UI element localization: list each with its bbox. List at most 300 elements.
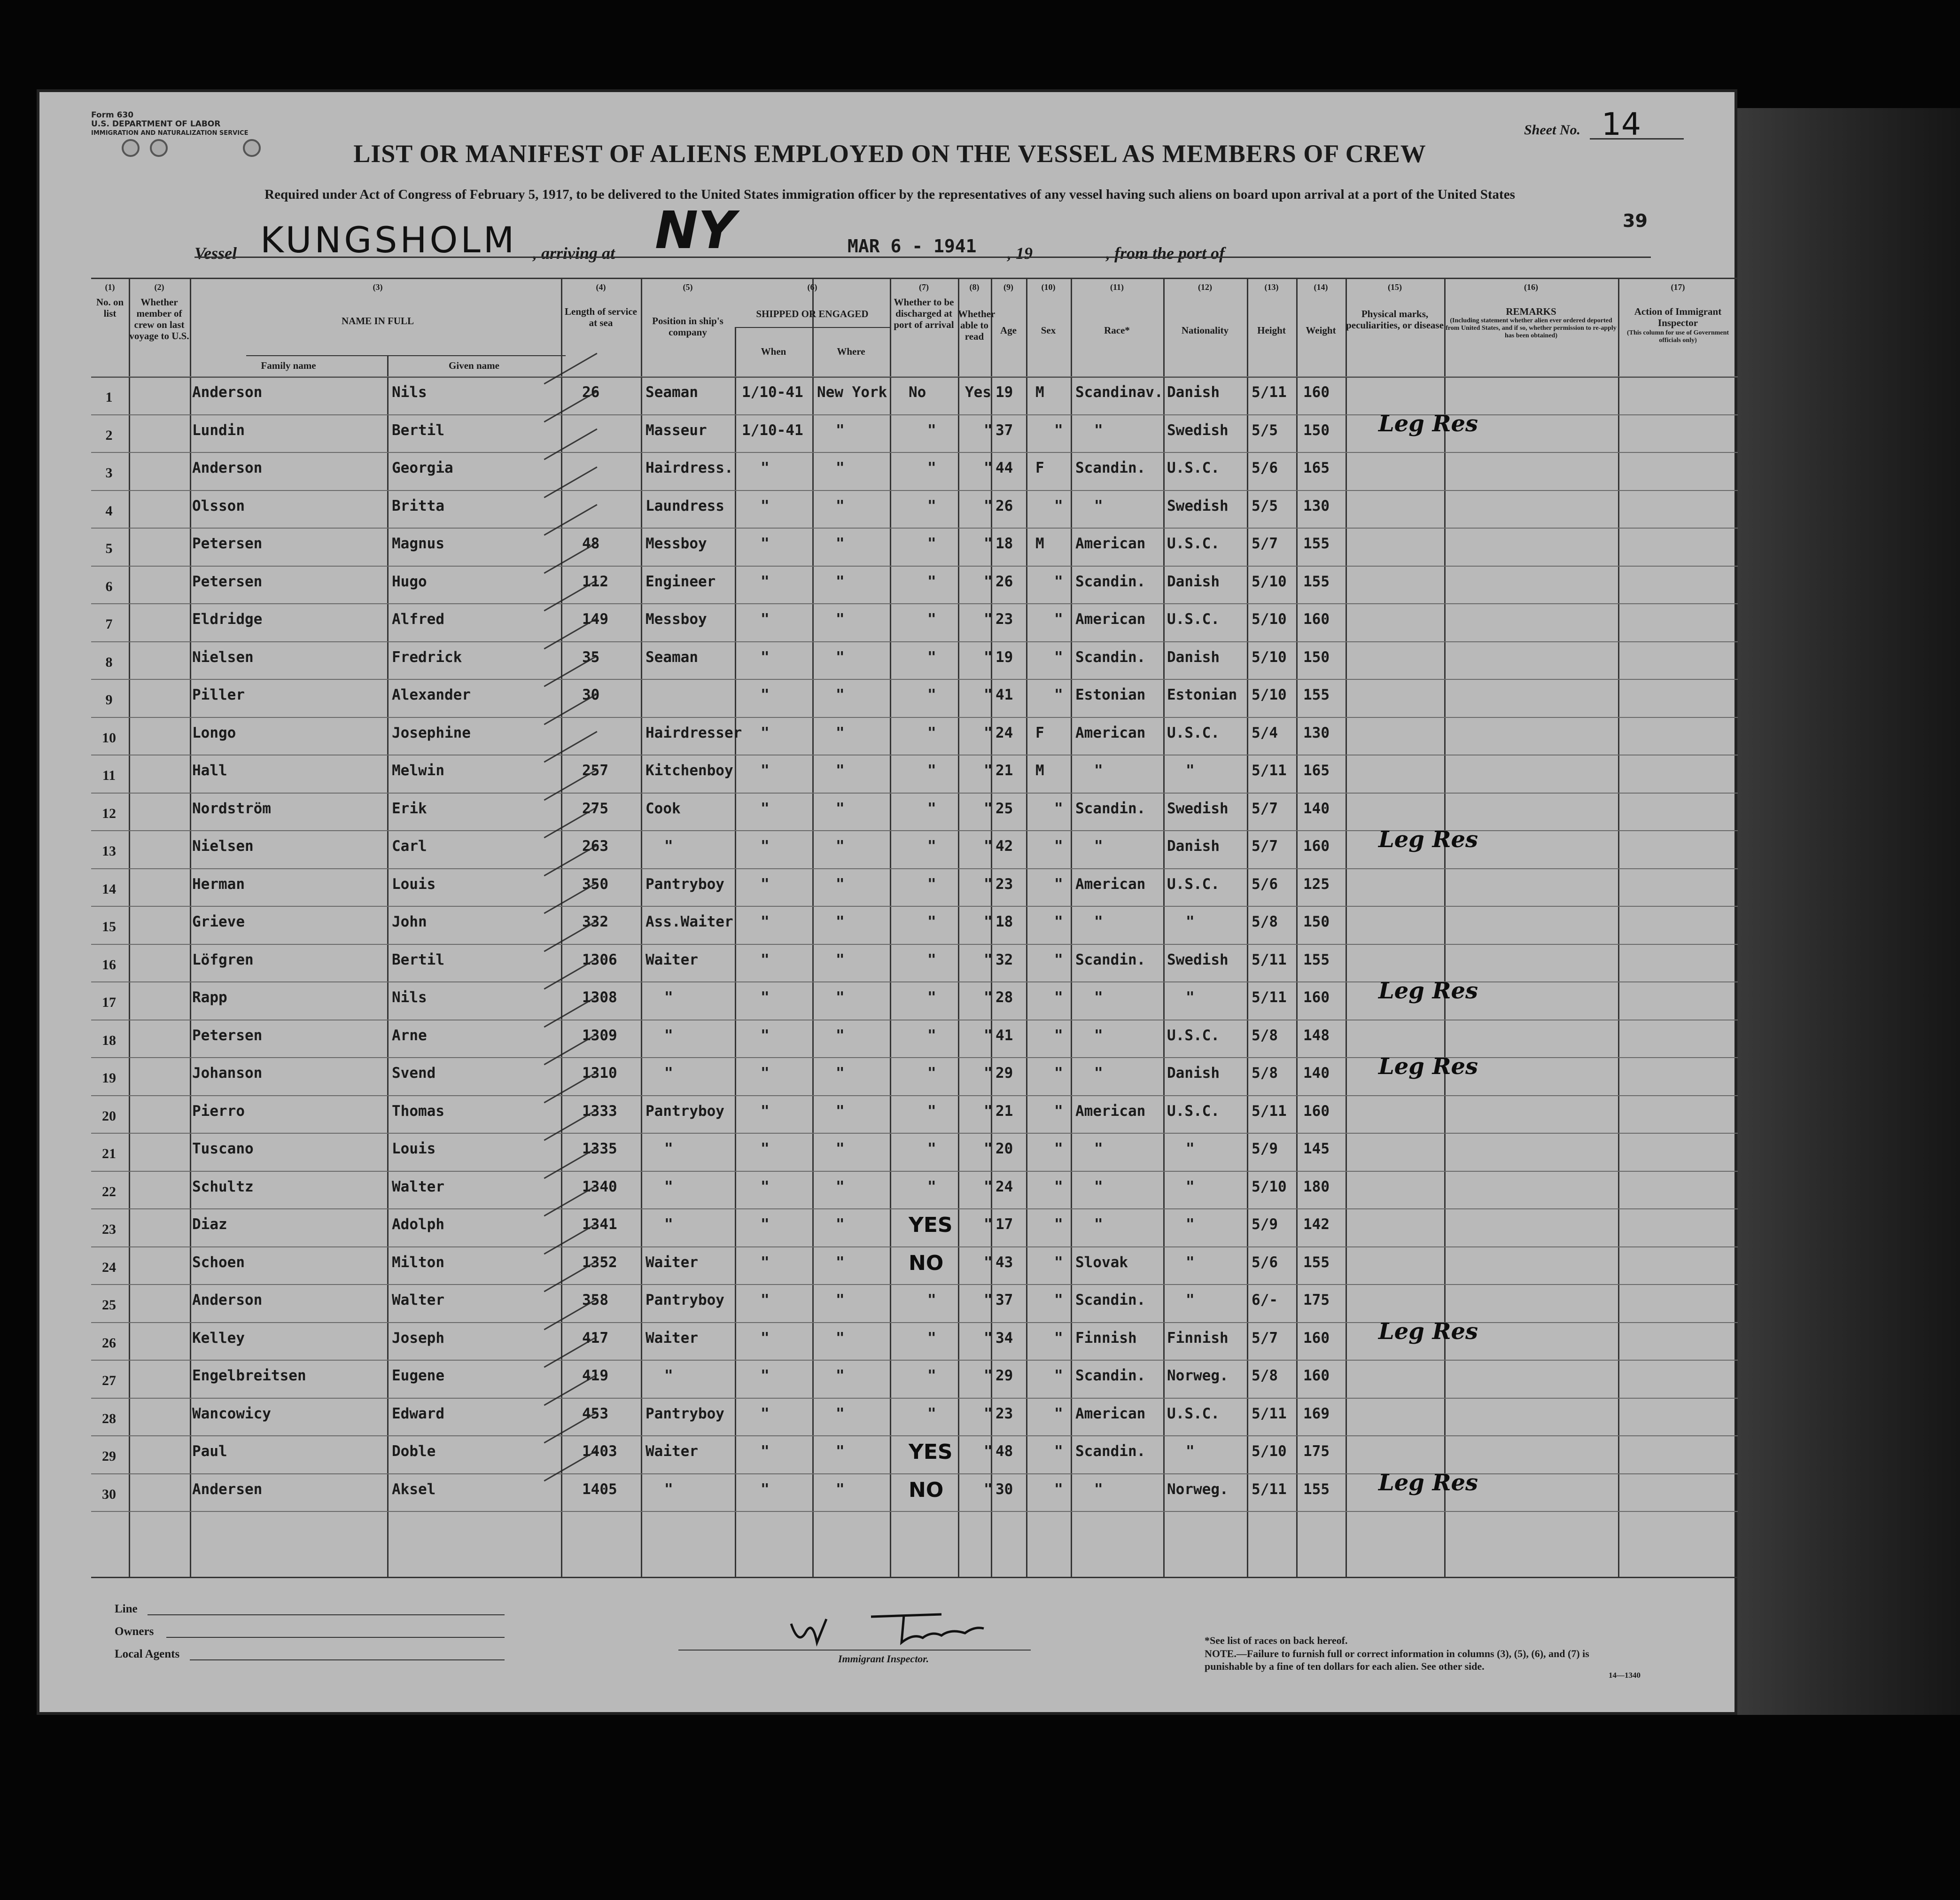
shipped-where: " <box>836 611 845 628</box>
given-name: Nils <box>392 989 427 1006</box>
position: Waiter <box>646 1329 698 1347</box>
given-name: Louis <box>392 1140 436 1157</box>
shipped-when: " <box>761 573 770 590</box>
discharged: YES <box>909 1440 953 1464</box>
able-to-read: " <box>984 1216 993 1233</box>
able-to-read: " <box>984 648 993 666</box>
given-name: Thomas <box>392 1102 444 1120</box>
column-rule <box>641 278 642 1577</box>
nationality: Swedish <box>1167 800 1229 817</box>
family-name: Grieve <box>192 913 245 930</box>
sex: " <box>1054 573 1063 590</box>
col-age-header: Age <box>1000 325 1017 336</box>
age: 34 <box>996 1329 1013 1347</box>
row-rule <box>91 1322 1738 1323</box>
age: 24 <box>996 724 1013 741</box>
race: " <box>1094 1140 1103 1157</box>
column-number: (17) <box>1671 282 1685 292</box>
weight: 148 <box>1303 1027 1330 1044</box>
crew-table <box>91 278 1738 1577</box>
given-name: Joseph <box>392 1329 444 1347</box>
family-name: Engelbreitsen <box>192 1367 306 1384</box>
service-length: 263 <box>582 838 608 855</box>
row-number: 4 <box>105 503 113 519</box>
col-length-header: Length of service at sea <box>565 306 637 328</box>
position: " <box>664 1027 673 1044</box>
row-rule <box>91 868 1738 869</box>
shipped-where: " <box>836 1140 845 1157</box>
family-name: Anderson <box>192 459 263 476</box>
age: 18 <box>996 535 1013 552</box>
height: 5/6 <box>1252 1254 1278 1271</box>
col-physical-header: Physical marks, peculiarities, or disease <box>1346 308 1444 331</box>
able-to-read: " <box>984 535 993 552</box>
position: Laundress <box>646 497 724 514</box>
sex: " <box>1054 1405 1063 1422</box>
shipped-where: " <box>836 913 845 930</box>
family-name: Pierro <box>192 1102 245 1120</box>
shipped-where: " <box>836 1292 845 1308</box>
shipped-when: 1/10-41 <box>742 384 803 401</box>
family-name: Schoen <box>192 1254 245 1271</box>
nationality: " <box>1186 1216 1195 1233</box>
position: Cook <box>646 800 681 817</box>
sex: " <box>1054 648 1063 666</box>
age: 29 <box>996 1065 1013 1082</box>
nationality: U.S.C. <box>1167 1027 1220 1044</box>
race: Scandin. <box>1075 1367 1146 1384</box>
row-number: 9 <box>105 692 113 708</box>
shipped-where: " <box>836 762 845 779</box>
nationality: Swedish <box>1167 497 1229 514</box>
shipped-where: " <box>836 838 845 855</box>
sheet-label: Sheet No. <box>1524 122 1580 138</box>
able-to-read: " <box>984 1405 993 1422</box>
column-number: (4) <box>596 282 606 292</box>
given-name: Carl <box>392 838 427 855</box>
discharged: " <box>927 762 936 779</box>
given-name: Josephine <box>392 724 471 741</box>
position: Seaman <box>646 384 698 401</box>
sex: M <box>1035 762 1044 779</box>
height: 5/11 <box>1252 951 1287 968</box>
service-length: 1335 <box>582 1140 617 1157</box>
shipped-when: " <box>761 724 770 741</box>
service-length: 1352 <box>582 1254 617 1271</box>
sex: M <box>1035 535 1044 552</box>
position: Seaman <box>646 648 698 666</box>
column-number: (14) <box>1314 282 1328 292</box>
remarks: Leg Res <box>1378 826 1478 853</box>
row-rule <box>91 414 1738 415</box>
col-name-header: NAME IN FULL <box>341 315 414 327</box>
service-length: 419 <box>582 1367 608 1384</box>
inspector-label: Immigrant Inspector. <box>838 1653 929 1665</box>
column-rule <box>735 327 736 1577</box>
given-name: Bertil <box>392 951 444 968</box>
age: 19 <box>996 648 1013 666</box>
col-nationality-header: Nationality <box>1181 325 1229 336</box>
discharged: " <box>927 1027 936 1044</box>
nationality: " <box>1186 1443 1195 1460</box>
height: 5/7 <box>1252 1329 1278 1347</box>
inspector-line <box>678 1650 1031 1651</box>
row-rule <box>91 1284 1738 1285</box>
discharged: " <box>927 421 936 439</box>
vessel-label: Vessel <box>194 244 237 263</box>
nationality: " <box>1186 1178 1195 1195</box>
position: " <box>664 1367 673 1384</box>
height: 5/8 <box>1252 1367 1278 1384</box>
position: Masseur <box>646 421 707 439</box>
discharged: " <box>927 1178 936 1195</box>
remarks: Leg Res <box>1378 978 1478 1004</box>
discharged: " <box>927 1140 936 1157</box>
year-label: , 19 <box>1007 244 1033 263</box>
row-rule <box>91 1208 1738 1209</box>
service: IMMIGRATION AND NATURALIZATION SERVICE <box>91 130 249 137</box>
family-name: Petersen <box>192 573 263 590</box>
form-subtitle: Required under Act of Congress of February 5, 1917, to be delivered to the United States immigration officer by the representatives of any vessel having such aliens on board upon arrival at a port of the United States <box>264 187 1515 202</box>
service-length: 35 <box>582 648 600 666</box>
row-rule <box>91 944 1738 945</box>
row-rule <box>91 679 1738 680</box>
sex: " <box>1054 838 1063 855</box>
given-name: Doble <box>392 1443 436 1460</box>
height: 5/10 <box>1252 686 1287 703</box>
age: 19 <box>996 384 1013 401</box>
row-rule <box>91 1435 1738 1436</box>
able-to-read: " <box>984 686 993 703</box>
height: 5/11 <box>1252 762 1287 779</box>
column-rule <box>1026 278 1027 1577</box>
row-number: 5 <box>105 541 113 556</box>
able-to-read: " <box>984 573 993 590</box>
discharged: NO <box>909 1251 944 1275</box>
given-name: Fredrick <box>392 648 462 666</box>
able-to-read: " <box>984 1140 993 1157</box>
age: 41 <box>996 1027 1013 1044</box>
shipped-where: " <box>836 1443 845 1460</box>
row-rule <box>91 793 1738 794</box>
service-length: 112 <box>582 573 608 590</box>
discharged: " <box>927 1367 936 1384</box>
family-name: Andersen <box>192 1480 263 1498</box>
nationality: " <box>1186 1254 1195 1271</box>
nationality: Danish <box>1167 384 1220 401</box>
height: 5/8 <box>1252 1065 1278 1082</box>
position: " <box>664 1178 673 1195</box>
weight: 160 <box>1303 611 1330 628</box>
given-name: Milton <box>392 1254 444 1271</box>
nationality: Danish <box>1167 1065 1220 1082</box>
race: " <box>1094 1065 1103 1082</box>
position: Engineer <box>646 573 716 590</box>
col-action-sub: (This column for use of Government officials only) <box>1626 329 1729 344</box>
race: Scandinav. <box>1075 384 1163 401</box>
service-length: 48 <box>582 535 600 552</box>
able-to-read: " <box>984 800 993 817</box>
height: 5/10 <box>1252 648 1287 666</box>
able-to-read: " <box>984 838 993 855</box>
row-number: 16 <box>102 957 116 973</box>
given-name: Bertil <box>392 421 444 439</box>
given-name: John <box>392 913 427 930</box>
weight: 169 <box>1303 1405 1330 1422</box>
able-to-read: " <box>984 459 993 476</box>
able-to-read: Yes <box>965 384 991 401</box>
col-action-header: Action of Immigrant Inspector <box>1634 306 1722 328</box>
column-number: (13) <box>1264 282 1279 292</box>
row-number: 13 <box>102 843 116 859</box>
shipped-when: " <box>761 1178 770 1195</box>
nationality: Danish <box>1167 648 1220 666</box>
given-name: Louis <box>392 875 436 893</box>
row-rule <box>91 641 1738 642</box>
discharged: " <box>927 611 936 628</box>
service-length: 453 <box>582 1405 608 1422</box>
shipped-where: " <box>836 421 845 439</box>
weight: 175 <box>1303 1443 1330 1460</box>
family-name: Hall <box>192 762 227 779</box>
row-rule <box>91 566 1738 567</box>
name-subrule <box>246 355 566 356</box>
weight: 160 <box>1303 384 1330 401</box>
sex: " <box>1054 951 1063 968</box>
department: U.S. DEPARTMENT OF LABOR <box>91 119 221 129</box>
service-length: 1309 <box>582 1027 617 1044</box>
discharged: " <box>927 497 936 514</box>
row-rule <box>91 1398 1738 1399</box>
discharged: " <box>927 1292 936 1308</box>
column-number: (10) <box>1041 282 1056 292</box>
agents-label: Local Agents <box>115 1648 180 1660</box>
position: " <box>664 1065 673 1082</box>
shipped-when: " <box>761 1443 770 1460</box>
family-name: Löfgren <box>192 951 254 968</box>
row-number: 1 <box>105 389 113 405</box>
family-name: Johanson <box>192 1065 263 1082</box>
service-length: 332 <box>582 913 608 930</box>
sex: " <box>1054 1065 1063 1082</box>
height: 5/8 <box>1252 913 1278 930</box>
service-length: 275 <box>582 800 608 817</box>
shipped-where: " <box>836 648 845 666</box>
position: Messboy <box>646 611 707 628</box>
given-name: Arne <box>392 1027 427 1044</box>
row-rule <box>91 906 1738 907</box>
nationality: U.S.C. <box>1167 1102 1220 1120</box>
column-rule <box>1346 278 1347 1577</box>
race: American <box>1075 875 1146 893</box>
family-name: Petersen <box>192 535 263 552</box>
row-number: 2 <box>105 427 113 443</box>
nationality: U.S.C. <box>1167 1405 1220 1422</box>
row-number: 29 <box>102 1448 116 1464</box>
able-to-read: " <box>984 1102 993 1120</box>
column-number: (3) <box>373 282 383 292</box>
shipped-where: " <box>836 989 845 1006</box>
given-name: Hugo <box>392 573 427 590</box>
shipped-when: " <box>761 497 770 514</box>
discharged: " <box>927 1329 936 1347</box>
able-to-read: " <box>984 1443 993 1460</box>
discharged: " <box>927 989 936 1006</box>
height: 6/- <box>1252 1292 1278 1308</box>
row-number: 21 <box>102 1146 116 1161</box>
given-name: Eugene <box>392 1367 444 1384</box>
row-number: 20 <box>102 1108 116 1124</box>
service-length: 1405 <box>582 1480 617 1498</box>
service-length: 30 <box>582 686 600 703</box>
shipped-where: " <box>836 1178 845 1195</box>
shipped-where: " <box>836 1367 845 1384</box>
given-name: Magnus <box>392 535 444 552</box>
agents-field <box>190 1659 505 1660</box>
weight: 155 <box>1303 686 1330 703</box>
race: " <box>1094 497 1103 514</box>
service-length: 1306 <box>582 951 617 968</box>
shipped-when: " <box>761 800 770 817</box>
given-name: Svend <box>392 1065 436 1082</box>
height: 5/9 <box>1252 1140 1278 1157</box>
shipped-where: " <box>836 800 845 817</box>
shipped-where: New York <box>817 384 887 401</box>
sex: " <box>1054 1178 1063 1195</box>
height: 5/6 <box>1252 459 1278 476</box>
shipped-when: " <box>761 838 770 855</box>
family-name: Lundin <box>192 421 245 439</box>
age: 42 <box>996 838 1013 855</box>
weight: 155 <box>1303 573 1330 590</box>
column-rule <box>812 278 814 1577</box>
able-to-read: " <box>984 1178 993 1195</box>
position: " <box>664 838 673 855</box>
discharged: " <box>927 724 936 741</box>
able-to-read: " <box>984 1329 993 1347</box>
sex: " <box>1054 421 1063 439</box>
line-label: Line <box>115 1603 138 1615</box>
shipped-when: " <box>761 648 770 666</box>
family-name: Paul <box>192 1443 227 1460</box>
height: 5/8 <box>1252 1027 1278 1044</box>
column-rule <box>387 355 389 1577</box>
sex: M <box>1035 384 1044 401</box>
row-number: 6 <box>105 578 113 594</box>
given-name: Alexander <box>392 686 471 703</box>
weight: 160 <box>1303 1367 1330 1384</box>
given-name: Nils <box>392 384 427 401</box>
race: Scandin. <box>1075 459 1146 476</box>
race: American <box>1075 1405 1146 1422</box>
race: American <box>1075 611 1146 628</box>
race: " <box>1094 421 1103 439</box>
col-remarks-sub: (Including statement whether alien ever ordered deported from United States, and if so, whether permission to re-apply has been obtained) <box>1446 317 1617 339</box>
age: 24 <box>996 1178 1013 1195</box>
shipped-when: " <box>761 1216 770 1233</box>
shipped-where: " <box>836 1254 845 1271</box>
shipped-where: " <box>836 724 845 741</box>
row-number: 10 <box>102 730 116 746</box>
col-shipped-header: SHIPPED OR ENGAGED <box>756 308 869 319</box>
arrival-port: NY <box>655 200 736 260</box>
able-to-read: " <box>984 989 993 1006</box>
row-number: 25 <box>102 1297 116 1313</box>
row-rule <box>91 376 1738 377</box>
discharged: " <box>927 913 936 930</box>
family-name: Tuscano <box>192 1140 254 1157</box>
sex: F <box>1035 724 1044 741</box>
shipped-when: 1/10-41 <box>742 421 803 439</box>
service-length: 1341 <box>582 1216 617 1233</box>
race: " <box>1094 1178 1103 1195</box>
family-name: Petersen <box>192 1027 263 1044</box>
sex: " <box>1054 1367 1063 1384</box>
height: 5/11 <box>1252 1102 1287 1120</box>
race: Scandin. <box>1075 573 1146 590</box>
row-number: 18 <box>102 1032 116 1048</box>
family-name: Kelley <box>192 1329 245 1347</box>
row-rule <box>91 1095 1738 1096</box>
position: Waiter <box>646 1443 698 1460</box>
column-number: (11) <box>1110 282 1124 292</box>
position: Hairdress. <box>646 459 733 476</box>
able-to-read: " <box>984 913 993 930</box>
sex: " <box>1054 1027 1063 1044</box>
owners-label: Owners <box>115 1625 154 1638</box>
discharged: " <box>927 648 936 666</box>
nationality: Norweg. <box>1167 1480 1229 1498</box>
height: 5/11 <box>1252 989 1287 1006</box>
able-to-read: " <box>984 762 993 779</box>
family-name: Rapp <box>192 989 227 1006</box>
col-read-header: Whether able to read <box>958 308 996 342</box>
height: 5/11 <box>1252 1405 1287 1422</box>
discharged: " <box>927 1405 936 1422</box>
discharged: " <box>927 951 936 968</box>
weight: 145 <box>1303 1140 1330 1157</box>
height: 5/9 <box>1252 1216 1278 1233</box>
family-name: Nielsen <box>192 648 254 666</box>
row-rule <box>91 603 1738 604</box>
race: " <box>1094 838 1103 855</box>
discharged: " <box>927 838 936 855</box>
column-number: (15) <box>1388 282 1402 292</box>
able-to-read: " <box>984 1292 993 1308</box>
nationality: U.S.C. <box>1167 875 1220 893</box>
service-length: 149 <box>582 611 608 628</box>
discharged: " <box>927 1102 936 1120</box>
weight: 160 <box>1303 838 1330 855</box>
row-number: 17 <box>102 995 116 1010</box>
race: Slovak <box>1075 1254 1128 1271</box>
weight: 140 <box>1303 1065 1330 1082</box>
family-name: Herman <box>192 875 245 893</box>
table-top-rule <box>91 278 1738 279</box>
column-rule <box>129 278 130 1577</box>
sheet-number: 14 <box>1602 106 1641 142</box>
race: " <box>1094 1216 1103 1233</box>
sex: " <box>1054 1102 1063 1120</box>
from-label: , from the port of <box>1106 244 1225 263</box>
discharged: " <box>927 1065 936 1082</box>
shipped-when: " <box>761 951 770 968</box>
shipped-where: " <box>836 951 845 968</box>
given-name: Aksel <box>392 1480 436 1498</box>
position: Pantryboy <box>646 1102 724 1120</box>
col-position-header: Position in ship's company <box>652 315 723 338</box>
stamp-number: 39 <box>1623 210 1648 231</box>
